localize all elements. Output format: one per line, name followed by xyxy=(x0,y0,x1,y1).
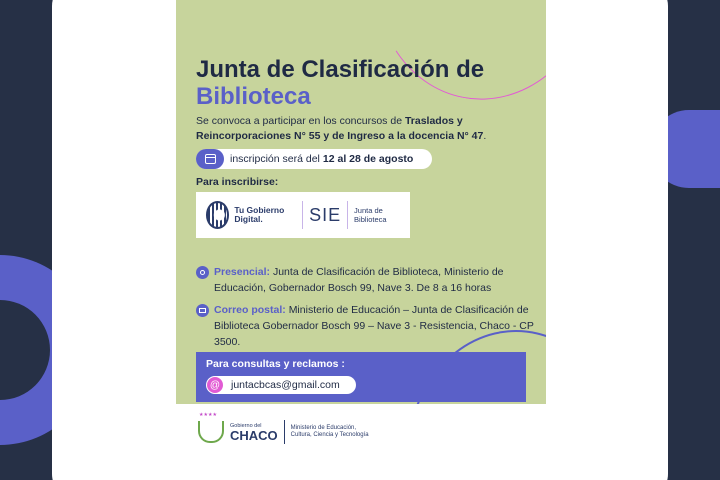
consultas-title: Para consultas y reclamos : xyxy=(206,358,345,370)
chaco-emblem-icon xyxy=(198,421,224,443)
inscription-range: 12 al 28 de agosto xyxy=(322,153,414,165)
email-pill xyxy=(206,376,356,394)
chaco-small-text: Gobierno del xyxy=(230,422,262,429)
consultas-box xyxy=(196,352,526,402)
intro-text xyxy=(196,114,536,144)
title-line-2: Biblioteca xyxy=(196,83,311,110)
presencial-info xyxy=(196,264,536,296)
para-inscribirse-label: Para inscribirse: xyxy=(196,176,279,188)
envelope-icon xyxy=(196,304,209,317)
footer-logos xyxy=(176,404,546,460)
correo-info xyxy=(196,302,536,350)
image-card xyxy=(52,0,668,480)
logo-divider xyxy=(302,201,303,229)
tu-gobierno-digital-text: Tu Gobierno Digital. xyxy=(234,205,285,224)
location-pin-icon xyxy=(196,266,209,279)
poster xyxy=(176,0,546,460)
logos-box xyxy=(196,192,410,238)
intro-part-a: Se convoca a participar en los concursos de xyxy=(196,115,405,127)
tu-gobierno-digital-logo-icon xyxy=(206,201,229,229)
at-sign-icon: @ xyxy=(207,377,223,393)
calendar-icon xyxy=(196,149,224,169)
junta-biblioteca-logo-text: Junta de Biblioteca xyxy=(354,206,387,224)
logo-divider xyxy=(347,201,348,229)
intro-part-c: . xyxy=(483,130,487,142)
chaco-logo xyxy=(230,423,278,442)
email-address: juntacbcas@gmail.com xyxy=(231,379,340,391)
title-line-1: Junta de Clasificación de xyxy=(196,56,485,83)
correo-text: Ministerio de Educación – Junta de Clasificación de Biblioteca Gobernador Bosch 99 – Nave 3 - Resistencia, Chaco - CP 3500. xyxy=(214,304,534,348)
ministerio-text: Ministerio de Educación, Cultura, Ciencia y Tecnología xyxy=(290,425,369,438)
inscription-dates xyxy=(196,149,432,169)
presencial-label: Presencial: xyxy=(214,266,271,278)
intro-part-b: Traslados y Reincorporaciones N° 55 y de Ingreso a la docencia N° 47 xyxy=(196,115,484,142)
presencial-text: Junta de Clasificación de Biblioteca, Ministerio de Educación, Gobernador Bosch 99, Nave 3. De 8 a 16 horas xyxy=(214,266,504,294)
footer-divider xyxy=(284,420,285,444)
sie-logo: SIE xyxy=(309,204,342,225)
poster-title xyxy=(196,56,484,110)
chaco-big-text: CHACO xyxy=(230,427,278,443)
correo-label: Correo postal: xyxy=(214,304,286,316)
inscription-text: inscripción será del xyxy=(230,153,320,165)
